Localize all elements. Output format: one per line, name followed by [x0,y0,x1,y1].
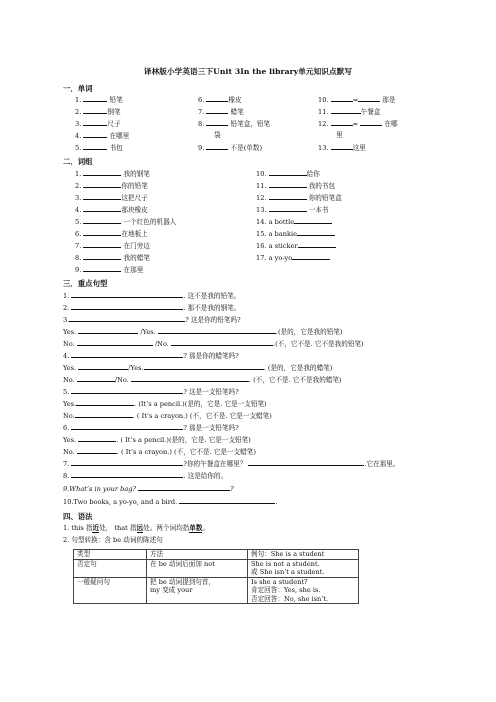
table-cell: 把 be 动词提到句首， my 变成 your [147,577,248,604]
word-item: 8. 铅笔盒，铅笔 [198,120,271,128]
table-cell: 一般疑问句 [74,577,147,604]
phrase-item: 8. 我的蜡笔 [75,254,150,262]
phrase-item: 12. 你的铅笔盒 [256,194,342,202]
word-item: 13. 这里 [318,144,366,152]
sentence-item: 4. ? 那是你的蜡笔吗? [63,352,239,360]
sentence-item: Yes. . ( It’s a pencil.)(是的，它是. 它是一支铅笔) [63,436,251,444]
table-header-row [74,550,359,560]
phrase-item: 9. 在那里 [75,266,144,274]
phrase-item: 4. 那块橡皮 [75,206,148,214]
phrase-item: 2. 你的铅笔 [75,182,148,190]
sentence-item: 3. ? 这是你的铅笔吗? [63,316,241,324]
word-item: 3. 尺子 [75,120,121,128]
sentence-item: 2. . 那不是我的钢笔。 [63,304,241,312]
word-item: 2. 钢笔 [75,108,121,116]
sentence-item: No. . ( It’s a crayon.) (不，它不是. 它是一支蜡笔) [63,448,256,456]
table-header-cell: 类型 [74,550,147,560]
phrase-item: 17. a yo-yo [256,253,330,262]
word-item: 里 [336,131,343,139]
word-item: 10. = 那是 [318,96,396,104]
word-item: 11. 午餐盒 [318,108,381,116]
section-words-heading: 一．单词 [63,84,93,93]
sentence-item: Yes. /Yes. .(是的，它是我的铅笔) [63,328,343,336]
sentence-item: 9.What’s in your bag? ? [63,485,234,493]
phrase-item: 15. a bankie [256,229,335,238]
table-cell: 在 be 动词后面加 not [147,559,248,577]
table-header-cell: 例句：She is a student [248,550,359,560]
sentence-item: 6. ? 那是一支铅笔吗? [63,424,239,432]
phrase-item: 7. 在门旁边 [75,242,150,250]
table-row [74,577,359,604]
word-item: 5. 书包 [75,144,123,152]
sentence-item: 10.Two books, a yo-yo, and a bird. . [63,498,278,506]
word-item: 7. 蜡笔 [198,108,244,116]
sentence-item: 8. . 这是给你的。 [63,472,228,480]
sentence-item: Yes. /Yes. . (是的，它是我的蜡笔) [63,364,333,372]
section-sentences-heading: 三．重点句型 [63,279,108,288]
phrase-item: 14. a bottle [256,217,332,226]
section-grammar-heading: 四、语法 [63,512,93,521]
phrase-item: 11. 我的书包 [256,182,336,190]
word-item: 4. 在哪里 [75,132,130,140]
table-cell: 否定句 [74,559,147,577]
grammar-note-conversion: 2. 句型转换：含 be 动词的陈述句 [63,536,163,544]
phrase-item: 1. 我的钢笔 [75,170,150,178]
sentence-item: 5. ? 这是一支铅笔吗? [63,388,239,396]
word-item: 1. 铅笔 [75,96,123,104]
grammar-table [73,549,359,604]
word-item: 6. 橡皮 [198,96,242,104]
table-row [74,559,359,577]
table-cell: She is not a student. 或 She isn’t a student. [248,559,359,577]
word-item: 袋 [214,131,221,139]
phrase-item: 3. 这把尺子 [75,194,148,202]
word-item: 12. = 在哪 [318,120,398,128]
phrase-item: 16. a sticker [256,241,336,250]
phrase-item: 5. 一个红色的机器人 [75,218,177,226]
phrase-item: 10. 给你 [256,170,320,178]
section-phrases-heading: 二．词组 [63,157,93,166]
phrase-item: 6. 在地板上 [75,230,148,238]
sentence-item: 1. . 这不是我的铅笔。 [63,292,241,300]
sentence-item: No. /No. .(不，它不是. 它不是我的铅笔) [63,340,364,348]
sentence-item: No. . ( It’s a crayon.) (不，它不是. 它是一支蜡笔) [63,412,272,420]
sentence-item: No. /No. . (不，它不是. 它不是我的蜡笔) [63,376,342,384]
table-cell: Is she a student? 肯定回答：Yes, she is. 否定回答：No, she isn’t. [248,577,359,604]
sentence-item: Yes. . (It’s a pencil.)(是的，它是. 它是一支铅笔) [63,400,267,408]
word-item: 9. 不是(单数) [198,144,263,152]
table-header-cell: 方法 [147,550,248,560]
grammar-note-this-that: 1. this 指近处， that 指远处。两个词均指单数。 [63,524,210,532]
page-title: 译林版小学英语三下Unit 3In the library单元知识点默写 [143,67,353,76]
sentence-item: 7. ?你的午餐盒在哪里？ .它在那里。 [63,460,400,468]
phrase-item: 13. 一本书 [256,206,329,214]
